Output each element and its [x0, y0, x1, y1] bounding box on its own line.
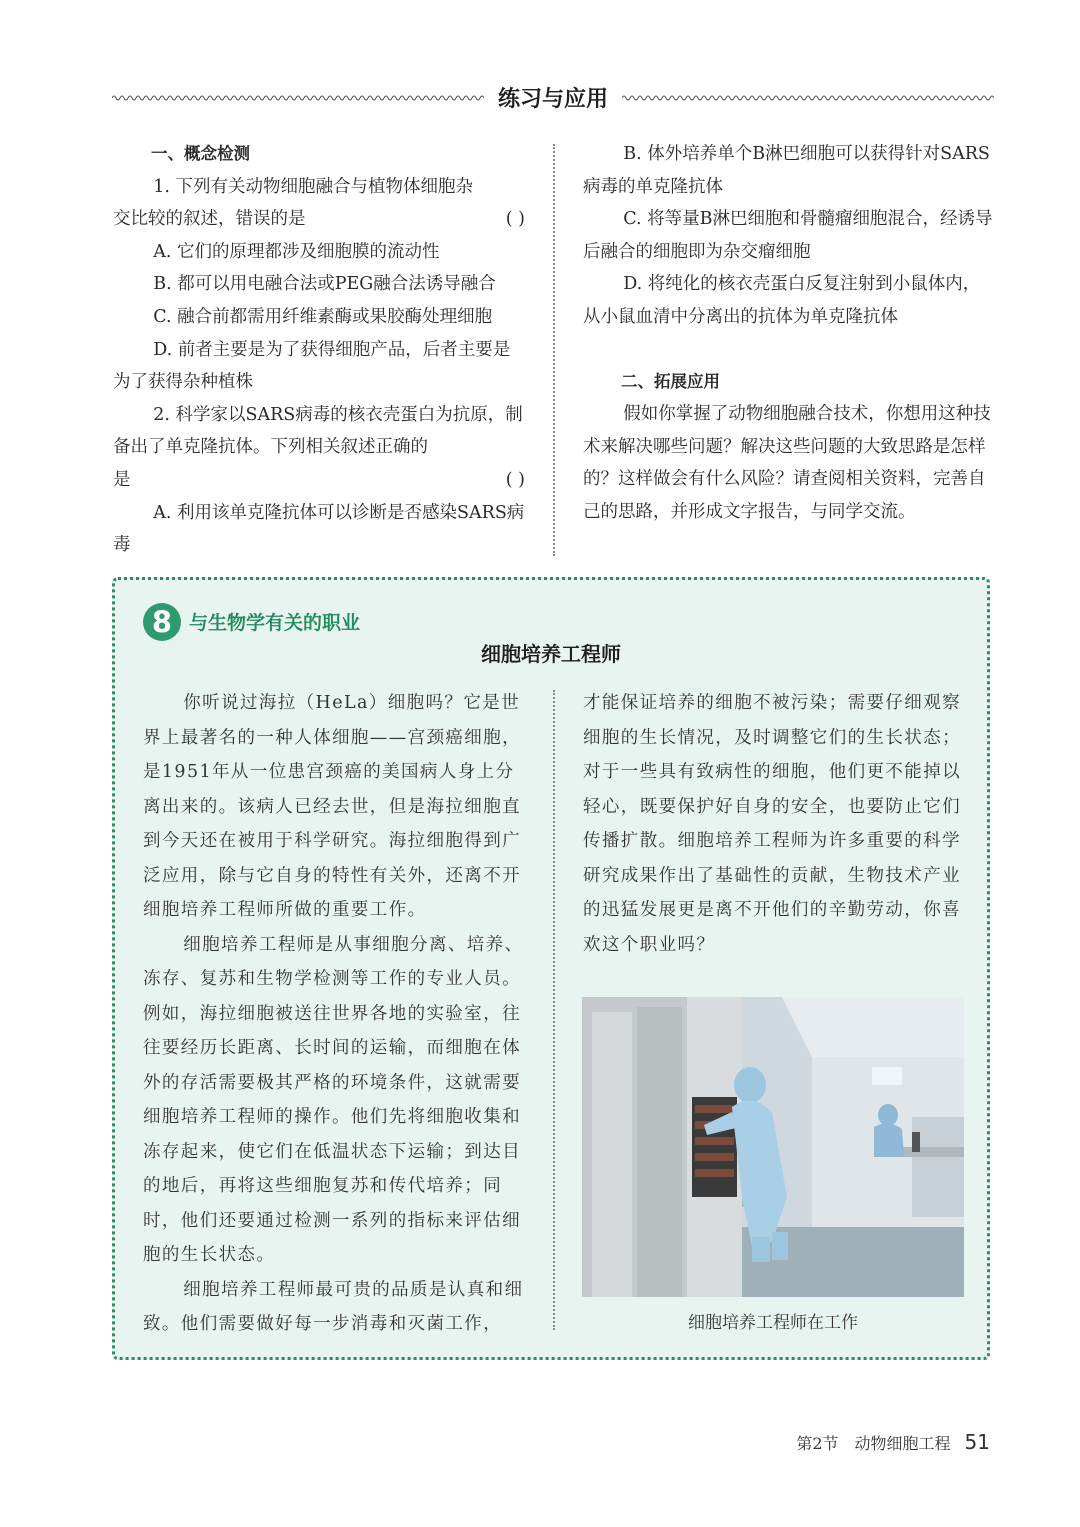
- q1-stem-line2: [113, 203, 525, 236]
- exercise-left-column: [113, 138, 525, 562]
- q1-option-a: A. 它们的原理都涉及细胞膜的流动性: [153, 241, 440, 262]
- extension-text: 假如你掌握了动物细胞融合技术，你想用这种技术来解决哪些问题？解决这些问题的大致思路是怎样的？这样做会有什么风险？请查阅相关资料，完善自己的思路，并形成文字报告，与同学交流。: [583, 404, 991, 522]
- section-header: [112, 82, 994, 116]
- lab-scene-illustration: [582, 997, 964, 1297]
- q1-stem-line1: 1. 下列有关动物细胞融合与植物体细胞杂: [153, 176, 474, 197]
- career-number-badge: 8: [143, 603, 181, 641]
- career-column-divider: [553, 690, 555, 1330]
- career-paragraph-continued: 才能保证培养的细胞不被污染；需要仔细观察细胞的生长情况，及时调整它们的生长状态；对于一些具有致病性的细胞，他们更不能掉以轻心，既要保护好自身的安全，也要防止它们传播扩散。细胞培养工程师为许多重要的科学研究成果作出了基础性的贡献，生物技术产业的迅猛发展更是离不开他们的辛勤劳动，你喜欢这个职业吗？: [583, 693, 961, 955]
- career-paragraph-3: 细胞培养工程师最可贵的品质是认真和细致。他们需要做好每一步消毒和灭菌工作，: [143, 1279, 524, 1334]
- q2-option-b: B. 体外培养单个B淋巴细胞可以获得针对SARS病毒的单克隆抗体: [583, 144, 990, 197]
- section-heading-concept-check: 一、概念检测: [151, 144, 250, 163]
- q2-option-a: A. 利用该单克隆抗体可以诊断是否感染SARS病毒: [113, 502, 525, 556]
- q2-option-d: D. 将纯化的核衣壳蛋白反复注射到小鼠体内，从小鼠血清中分离出的抗体为单克隆抗体: [583, 274, 981, 327]
- career-right-column: [583, 686, 965, 962]
- page-number: 51: [964, 1430, 990, 1454]
- wave-divider-right: [622, 92, 994, 104]
- career-label: 与生物学有关的职业: [189, 612, 361, 634]
- q1-stem-text: 交比较的叙述，错误的是: [113, 209, 306, 230]
- page-title: 练习与应用: [497, 87, 608, 112]
- q1-option-b: B. 都可以用电融合法或PEG融合法诱导融合: [153, 274, 496, 295]
- column-divider: [553, 144, 555, 556]
- career-paragraph-2: 细胞培养工程师是从事细胞分离、培养、冻存、复苏和生物学检测等工作的专业人员。例如，海拉细胞被送往世界各地的实验室，往往要经历长距离、长时间的运输，而细胞在体外的存活需要极其严格的环境条件，这就需要细胞培养工程师的操作。他们先将细胞收集和冻存起来，使它们在低温状态下运输；到达目的地后，再将这些细胞复苏和传代培养；同时，他们还要通过检测一系列的指标来评估细胞的生长状态。: [143, 934, 524, 1265]
- career-paragraph-1: 你听说过海拉（HeLa）细胞吗？它是世界上最著名的一种人体细胞——宫颈癌细胞，是1951年从一位患宫颈癌的美国病人身上分离出来的。该病人已经去世，但是海拉细胞直到今天还在被用于科学研究。海拉细胞得到广泛应用，除与它自身的特性有关外，还离不开细胞培养工程师所做的重要工作。: [143, 693, 521, 920]
- q2-stem-end-text: 是: [113, 469, 131, 490]
- spacer: [583, 334, 993, 366]
- career-title: 细胞培养工程师: [481, 642, 621, 666]
- section-heading-extension: 二、拓展应用: [621, 371, 720, 391]
- exercise-right-column: [583, 138, 993, 529]
- q1-option-d: D. 前者主要是为了获得细胞产品，后者主要是为了获得杂种植株: [113, 339, 511, 393]
- q2-stem: 2. 科学家以SARS病毒的核衣壳蛋白为抗原，制备出了单克隆抗体。下列相关叙述正确的: [113, 404, 523, 458]
- q2-stem-end: [113, 464, 525, 497]
- career-left-column: [143, 686, 525, 1342]
- q2-option-c: C. 将等量B淋巴细胞和骨髓瘤细胞混合，经诱导后融合的细胞即为杂交瘤细胞: [583, 209, 993, 262]
- q1-answer-blank: ( ): [505, 209, 525, 230]
- page-footer: [796, 1430, 990, 1454]
- q1-option-c: C. 融合前都需用纤维素酶或果胶酶处理细胞: [153, 306, 493, 327]
- q2-answer-blank: ( ): [505, 469, 525, 490]
- footer-section-name: 第2节 动物细胞工程: [796, 1434, 951, 1453]
- lab-photo: [582, 997, 964, 1297]
- photo-caption: 细胞培养工程师在工作: [688, 1313, 858, 1333]
